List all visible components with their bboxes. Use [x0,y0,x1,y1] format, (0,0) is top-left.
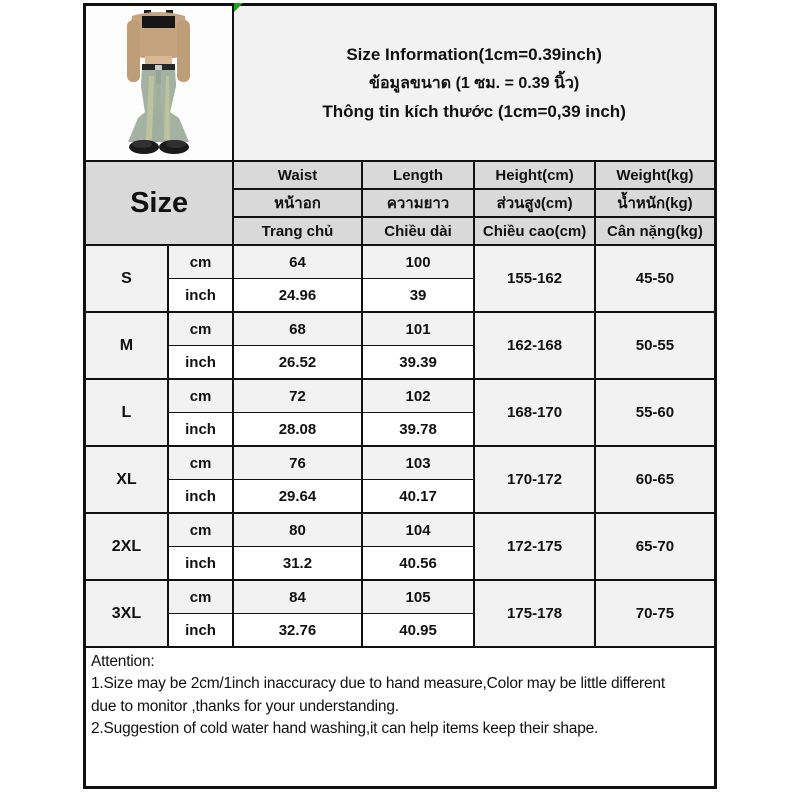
xl-height: 170-172 [474,446,595,513]
col-header-length-vi: Chiều dài [362,217,475,245]
s-waist-inch: 24.96 [233,279,362,313]
m-height: 162-168 [474,312,595,379]
size-chart-page [83,3,723,789]
s-length-inch: 39 [362,279,475,313]
size-label-l: L [85,379,168,446]
row-m-cm [85,312,716,346]
attention-line-3: 2.Suggestion of cold water hand washing,it can help items keep their shape. [91,720,599,738]
model-photo [86,6,232,156]
row-2xl-cm [85,513,716,547]
3xl-length-cm: 105 [362,580,475,614]
col-header-length-en: Length [362,161,475,189]
product-photo-cell [85,5,234,162]
l-waist-inch: 28.08 [233,413,362,447]
3xl-height: 175-178 [474,580,595,647]
title-english: Size Information(1cm=0.39inch) [346,44,602,64]
col-header-height-th: ส่วนสูง(cm) [474,189,595,217]
unit-cm: cm [168,446,233,480]
attention-line-1: 1.Size may be 2cm/1inch inaccuracy due to hand measure,Color may be little different [91,675,665,693]
unit-inch: inch [168,413,233,447]
unit-inch: inch [168,547,233,581]
col-header-weight-en: Weight(kg) [595,161,716,189]
size-label-m: M [85,312,168,379]
unit-cm: cm [168,245,233,279]
col-header-height-vi: Chiều cao(cm) [474,217,595,245]
m-length-inch: 39.39 [362,346,475,380]
size-table [83,3,717,789]
unit-inch: inch [168,614,233,648]
m-waist-cm: 68 [233,312,362,346]
2xl-weight: 65-70 [595,513,716,580]
2xl-waist-inch: 31.2 [233,547,362,581]
col-header-weight-th: น้ำหนัก(kg) [595,189,716,217]
title-vietnamese: Thông tin kích thước (1cm=0,39 inch) [322,101,626,121]
unit-cm: cm [168,513,233,547]
col-header-height-en: Height(cm) [474,161,595,189]
col-header-weight-vi: Cân nặng(kg) [595,217,716,245]
unit-inch: inch [168,480,233,514]
title-cell [233,5,715,162]
xl-waist-inch: 29.64 [233,480,362,514]
row-xl-cm [85,446,716,480]
unit-cm: cm [168,379,233,413]
2xl-length-inch: 40.56 [362,547,475,581]
2xl-height: 172-175 [474,513,595,580]
header-row-english [85,161,716,189]
attention-line-2: due to monitor ,thanks for your understanding. [91,697,399,715]
s-waist-cm: 64 [233,245,362,279]
s-weight: 45-50 [595,245,716,312]
xl-weight: 60-65 [595,446,716,513]
size-label-2xl: 2XL [85,513,168,580]
row-l-cm [85,379,716,413]
l-length-inch: 39.78 [362,413,475,447]
title-thai: ข้อมูลขนาด (1 ซม. = 0.39 นิ้ว) [369,74,580,92]
unit-inch: inch [168,279,233,313]
unit-inch: inch [168,346,233,380]
col-header-waist-en: Waist [233,161,362,189]
size-label-3xl: 3XL [85,580,168,647]
green-corner-marker [234,3,243,12]
3xl-waist-cm: 84 [233,580,362,614]
row-s-cm [85,245,716,279]
l-length-cm: 102 [362,379,475,413]
m-weight: 50-55 [595,312,716,379]
col-header-waist-th: หน้าอก [233,189,362,217]
top-row [85,5,716,162]
l-waist-cm: 72 [233,379,362,413]
attention-heading: Attention: [91,653,155,670]
2xl-waist-cm: 80 [233,513,362,547]
size-label-s: S [85,245,168,312]
col-header-waist-vi: Trang chủ [233,217,362,245]
unit-cm: cm [168,312,233,346]
3xl-length-inch: 40.95 [362,614,475,648]
3xl-waist-inch: 32.76 [233,614,362,648]
attention-note [85,647,716,788]
s-height: 155-162 [474,245,595,312]
xl-waist-cm: 76 [233,446,362,480]
size-label-xl: XL [85,446,168,513]
m-waist-inch: 26.52 [233,346,362,380]
2xl-length-cm: 104 [362,513,475,547]
row-3xl-cm [85,580,716,614]
l-height: 168-170 [474,379,595,446]
xl-length-cm: 103 [362,446,475,480]
unit-cm: cm [168,580,233,614]
m-length-cm: 101 [362,312,475,346]
s-length-cm: 100 [362,245,475,279]
attention-row [85,647,716,788]
xl-length-inch: 40.17 [362,480,475,514]
col-header-length-th: ความยาว [362,189,475,217]
3xl-weight: 70-75 [595,580,716,647]
size-header: Size [85,161,234,245]
l-weight: 55-60 [595,379,716,446]
